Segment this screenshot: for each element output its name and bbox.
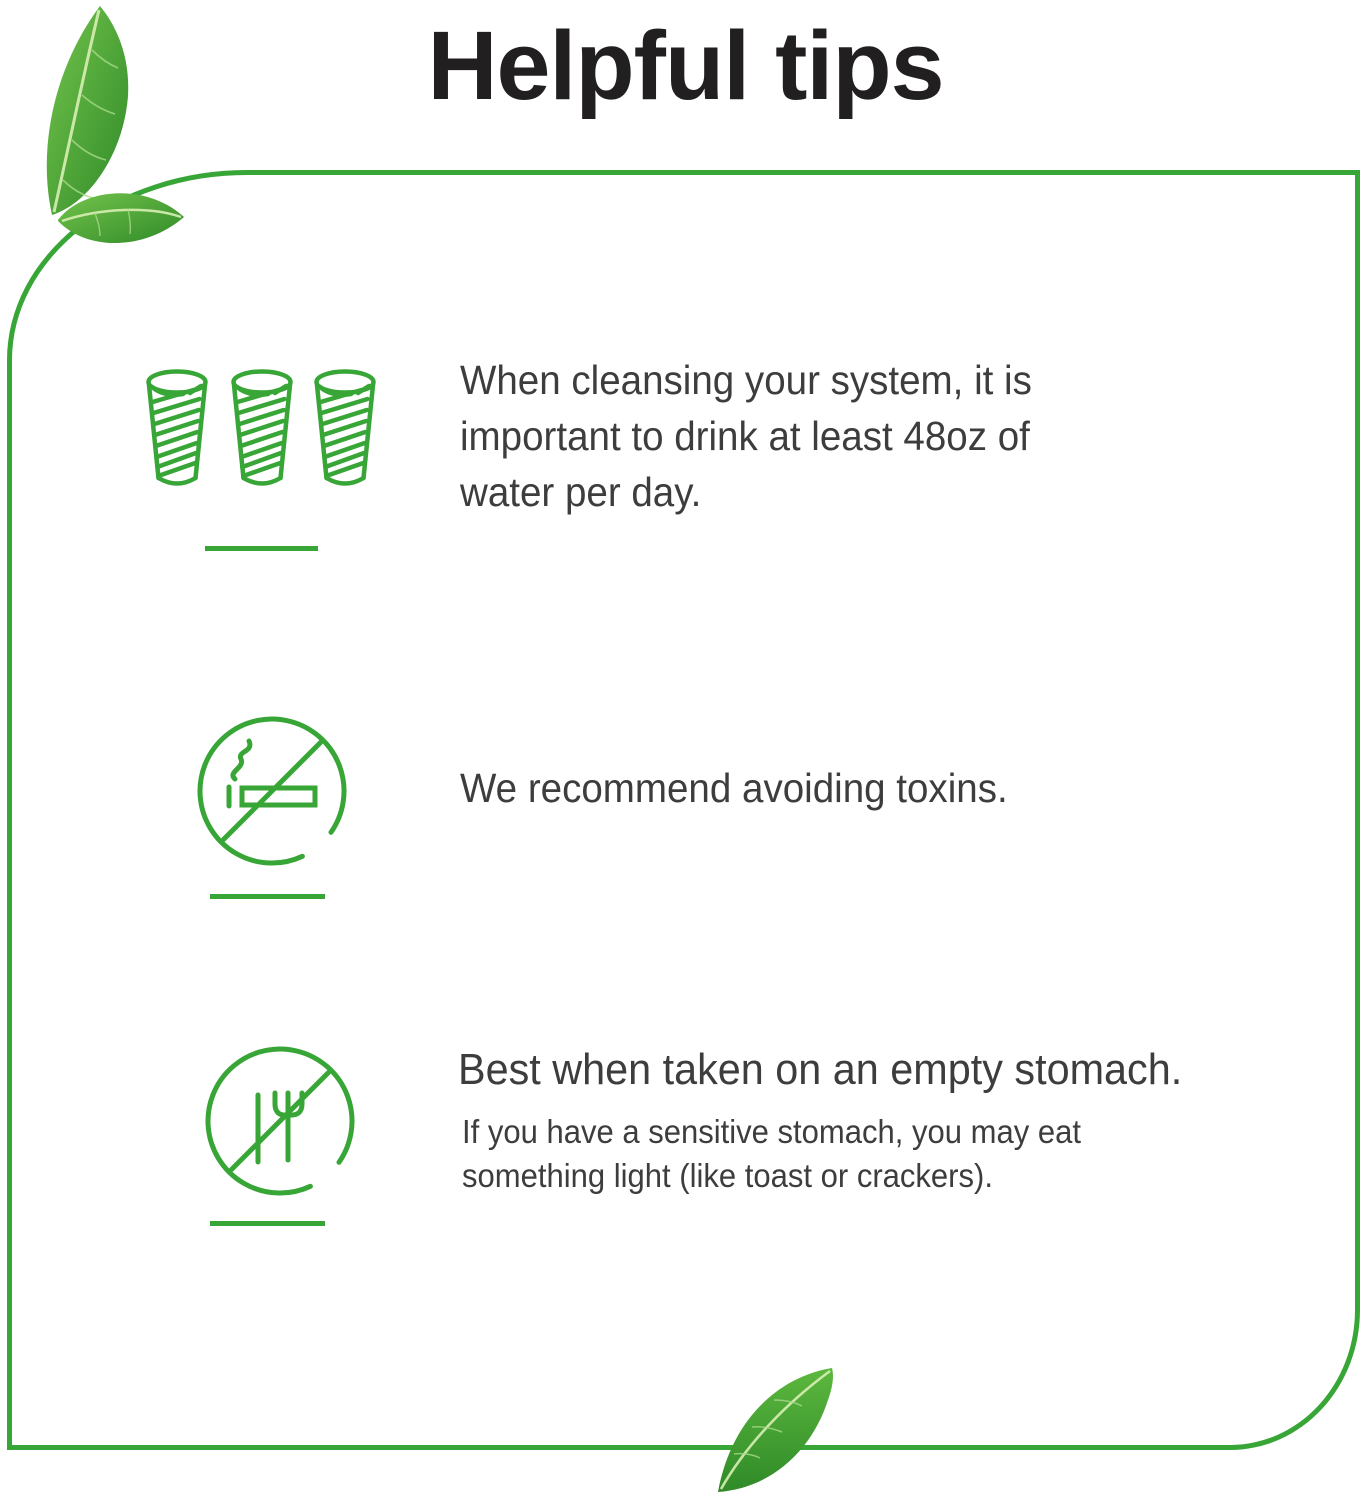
leaf-decoration-bottom: [690, 1358, 860, 1500]
icon-underline: [210, 1221, 325, 1226]
tip-1-text: [460, 352, 1032, 520]
tip-1-line-2: important to drink at least 48oz of: [460, 413, 1030, 459]
no-food-icon: [200, 1041, 360, 1201]
tip-3-heading: Best when taken on an empty stomach.: [458, 1045, 1183, 1094]
leaf-decoration-top-left: [0, 0, 240, 300]
tip-1-line-3: water per day.: [460, 469, 702, 515]
tip-2-text: [460, 760, 1008, 816]
tip-2-line-1: We recommend avoiding toxins.: [460, 765, 1008, 811]
no-smoking-icon: [192, 711, 352, 871]
page-title: Helpful tips: [427, 11, 944, 120]
tip-3-sub-line-2: something light (like toast or crackers).: [462, 1157, 993, 1194]
tip-3-subtext: [462, 1110, 1081, 1198]
water-glasses-icon: [145, 368, 377, 494]
tip-3-sub-line-1: If you have a sensitive stomach, you may eat: [462, 1113, 1082, 1150]
icon-underline: [210, 894, 325, 899]
icon-underline: [205, 546, 318, 551]
tip-1-line-1: When cleansing your system, it is: [460, 357, 1032, 403]
